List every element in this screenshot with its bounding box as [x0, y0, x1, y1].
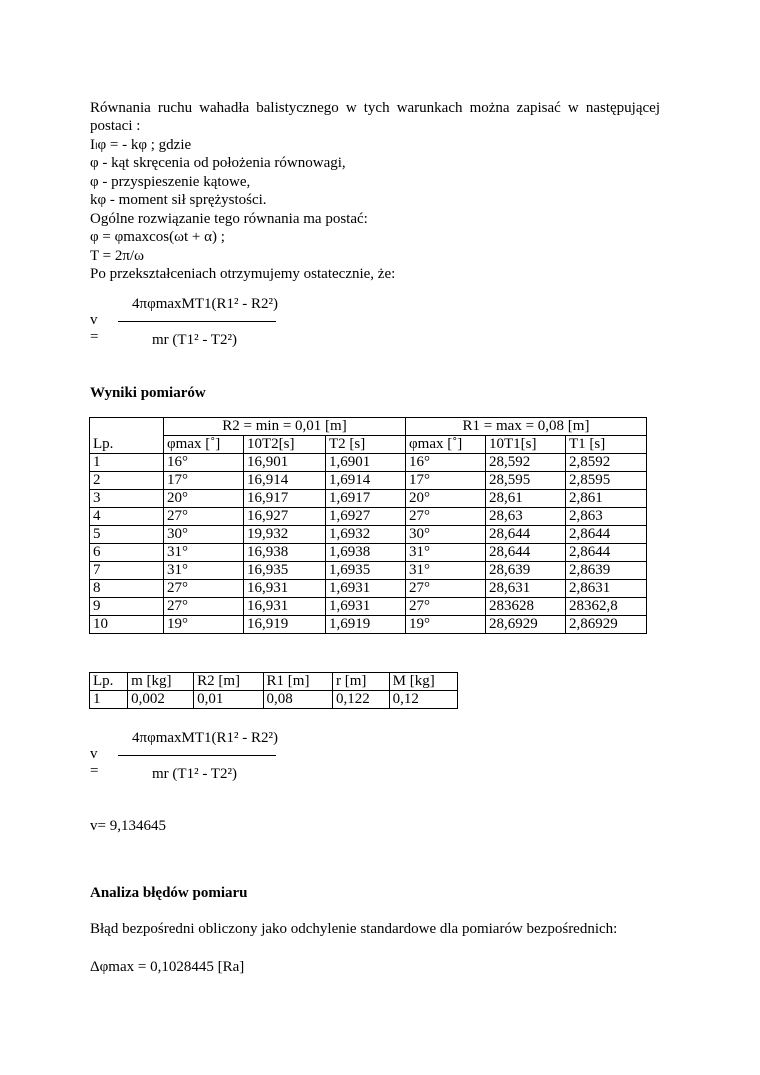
table-cell: 1: [90, 691, 128, 709]
table-cell: 30°: [164, 526, 244, 544]
table-cell: 0,08: [263, 691, 332, 709]
fraction-bar: [118, 321, 276, 322]
table-row: [90, 454, 647, 472]
table-row: [90, 598, 647, 616]
intro-line: φ = φmaxcos(ωt + α) ;: [90, 229, 225, 245]
table-cell: 4: [90, 508, 164, 526]
column-header: φmax [˚]: [164, 436, 244, 454]
table-cell: 16,931: [244, 598, 326, 616]
table-cell: 28,639: [486, 562, 566, 580]
table-cell: 16,901: [244, 454, 326, 472]
table-cell: 16,919: [244, 616, 326, 634]
table-cell: 16,938: [244, 544, 326, 562]
table-row: [90, 544, 647, 562]
table-cell: 1,6919: [326, 616, 406, 634]
table-cell: 2,8639: [566, 562, 647, 580]
column-header: M [kg]: [389, 673, 457, 691]
table-cell: 27°: [164, 508, 244, 526]
formula-numerator: 4πφmaxMT1(R1² - R2²): [132, 296, 279, 312]
table-cell: 31°: [406, 544, 486, 562]
table-cell: 3: [90, 490, 164, 508]
intro-line: φ - kąt skręcenia od położenia równowagi,: [90, 155, 346, 171]
fraction-bar: [118, 755, 276, 756]
column-header: 10T2[s]: [244, 436, 326, 454]
column-header: Lp.: [90, 436, 164, 454]
table-cell: 16,927: [244, 508, 326, 526]
table-cell: 28,61: [486, 490, 566, 508]
table-cell: 31°: [164, 562, 244, 580]
table-cell: 28,6929: [486, 616, 566, 634]
result-value: v= 9,134645: [90, 818, 166, 834]
table-cell: 16°: [164, 454, 244, 472]
table-cell: 2,86929: [566, 616, 647, 634]
column-header: m [kg]: [128, 673, 194, 691]
table-cell: 16,917: [244, 490, 326, 508]
intro-line: Ogólne rozwiązanie tego równania ma postać:: [90, 211, 368, 227]
delta-value: Δφmax = 0,1028445 [Ra]: [90, 959, 245, 975]
intro-line: postaci :: [90, 118, 141, 134]
table-cell: 2,8595: [566, 472, 647, 490]
table-cell: 6: [90, 544, 164, 562]
table-cell: 1,6938: [326, 544, 406, 562]
table-cell: 1,6901: [326, 454, 406, 472]
table-cell: 17°: [164, 472, 244, 490]
table-cell: 28362,8: [566, 598, 647, 616]
table-cell: 16,914: [244, 472, 326, 490]
table-cell: 19,932: [244, 526, 326, 544]
table-cell: 2,8644: [566, 544, 647, 562]
table-cell: 27°: [164, 598, 244, 616]
table-cell: 0,12: [389, 691, 457, 709]
intro-line: kφ - moment sił sprężystości.: [90, 192, 267, 208]
intro-line: Równania ruchu wahadła balistycznego w tych warunkach można zapisać w następującej: [90, 100, 660, 116]
group-header: R2 = min = 0,01 [m]: [164, 418, 406, 436]
table-cell: 1,6927: [326, 508, 406, 526]
table-cell: 1: [90, 454, 164, 472]
errors-heading: Analiza błędów pomiaru: [90, 885, 248, 901]
table-cell: 1,6932: [326, 526, 406, 544]
table-row: [90, 526, 647, 544]
table-cell: 2,863: [566, 508, 647, 526]
formula-denominator: mr (T1² - T2²): [152, 766, 237, 782]
table-cell: 27°: [164, 580, 244, 598]
table-cell: 1,6917: [326, 490, 406, 508]
table-cell: 28,631: [486, 580, 566, 598]
table-row: [90, 580, 647, 598]
table-row: [90, 490, 647, 508]
table-cell: 28,644: [486, 544, 566, 562]
table-cell: 28,63: [486, 508, 566, 526]
table-row: [90, 562, 647, 580]
table-cell: 0,122: [332, 691, 389, 709]
table-cell: 16,935: [244, 562, 326, 580]
column-header: R2 [m]: [194, 673, 263, 691]
table-cell: 1,6935: [326, 562, 406, 580]
column-header: R1 [m]: [263, 673, 332, 691]
table-cell: 1,6931: [326, 598, 406, 616]
table-row: [90, 472, 647, 490]
table-cell: 19°: [164, 616, 244, 634]
table-cell: 27°: [406, 508, 486, 526]
intro-line: Iₗφ = - kφ ; gdzie: [90, 137, 192, 153]
table-cell: 9: [90, 598, 164, 616]
results-table: [89, 417, 647, 634]
parameters-table: [89, 672, 458, 709]
table-cell: 2,8644: [566, 526, 647, 544]
column-header: r [m]: [332, 673, 389, 691]
table-cell: 283628: [486, 598, 566, 616]
table-cell: 28,644: [486, 526, 566, 544]
column-header: 10T1[s]: [486, 436, 566, 454]
table-cell: 7: [90, 562, 164, 580]
formula-lhs: v =: [90, 312, 99, 345]
table-cell: 28,592: [486, 454, 566, 472]
table-cell: 1,6931: [326, 580, 406, 598]
table-cell: 30°: [406, 526, 486, 544]
intro-line: Po przekształceniach otrzymujemy ostatecznie, że:: [90, 266, 396, 282]
table-cell: 16°: [406, 454, 486, 472]
table-cell: 20°: [406, 490, 486, 508]
table-cell: 28,595: [486, 472, 566, 490]
table-cell: 1,6914: [326, 472, 406, 490]
formula-denominator: mr (T1² - T2²): [152, 332, 237, 348]
table-cell: 2,8631: [566, 580, 647, 598]
intro-line: φ - przyspieszenie kątowe,: [90, 174, 251, 190]
column-header: φmax [˚]: [406, 436, 486, 454]
table-cell: 0,01: [194, 691, 263, 709]
table-cell: 17°: [406, 472, 486, 490]
formula-lhs: v =: [90, 746, 99, 779]
table-cell: 27°: [406, 598, 486, 616]
table-cell: 19°: [406, 616, 486, 634]
formula-numerator: 4πφmaxMT1(R1² - R2²): [132, 730, 279, 746]
table-cell: 27°: [406, 580, 486, 598]
group-header: R1 = max = 0,08 [m]: [406, 418, 647, 436]
column-header: T1 [s]: [566, 436, 647, 454]
intro-line: T = 2π/ω: [90, 248, 144, 264]
table-cell: 31°: [406, 562, 486, 580]
table-cell: 10: [90, 616, 164, 634]
table-row: [90, 508, 647, 526]
table-cell: 0,002: [128, 691, 194, 709]
table-cell: 8: [90, 580, 164, 598]
table-row: [90, 616, 647, 634]
column-header: T2 [s]: [326, 436, 406, 454]
column-header: Lp.: [90, 673, 128, 691]
errors-text: Błąd bezpośredni obliczony jako odchylenie standardowe dla pomiarów bezpośrednich:: [90, 921, 618, 937]
table-cell: 31°: [164, 544, 244, 562]
table-cell: 5: [90, 526, 164, 544]
table-row: [90, 691, 458, 709]
results-heading: Wyniki pomiarów: [90, 385, 206, 401]
table-cell: 16,931: [244, 580, 326, 598]
table-cell: 2: [90, 472, 164, 490]
table-cell: 2,861: [566, 490, 647, 508]
table-cell: 2,8592: [566, 454, 647, 472]
table-cell: 20°: [164, 490, 244, 508]
